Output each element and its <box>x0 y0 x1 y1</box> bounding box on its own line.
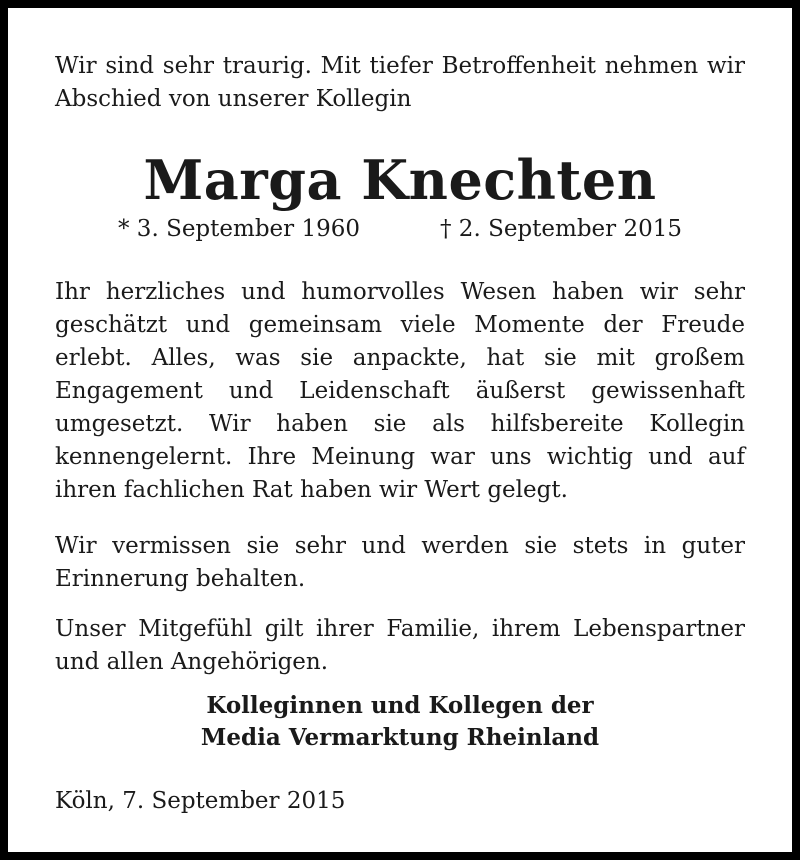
signature-block <box>8 690 792 754</box>
tribute-paragraph: Ihr herzliches und humorvolles Wesen haben wir sehr geschätzt und gemeinsam viele Momente der Freude erlebt. Alles, was sie anpackte, hat sie mit großem Engagement und Leidenschaft äußerst gewissenhaft umgesetzt. Wir haben sie als hilfsbereite Kollegin kennengelernt. Ihre Meinung war uns wichtig und auf ihren fachlichen Rat haben wir Wert gelegt. <box>55 279 745 503</box>
deceased-name: Marga Knechten <box>143 148 657 212</box>
signature-line-1: Kolleginnen und Kollegen der <box>206 692 594 719</box>
condolence-paragraph: Unser Mitgefühl gilt ihrer Familie, ihrem Lebenspartner und allen Angehörigen. <box>55 616 745 675</box>
remembrance-paragraph: Wir vermissen sie sehr und werden sie stets in guter Erinnerung behalten. <box>55 533 745 592</box>
place-date: Köln, 7. September 2015 <box>55 788 346 814</box>
intro-text: Wir sind sehr traurig. Mit tiefer Betroffenheit nehmen wir Abschied von unserer Kollegin <box>55 53 745 112</box>
birth-date: * 3. September 1960 <box>118 216 360 242</box>
death-date: † 2. September 2015 <box>440 216 682 242</box>
signature-line-2: Media Vermarktung Rheinland <box>200 724 600 751</box>
